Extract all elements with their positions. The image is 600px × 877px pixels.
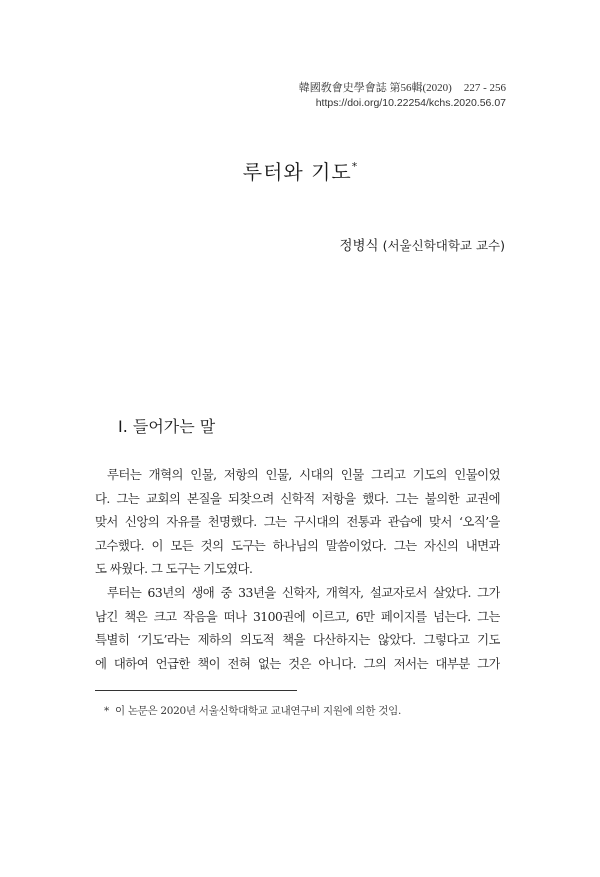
page-range: 227 - 256 bbox=[463, 82, 506, 94]
body-line: 루터는 개혁의 인물, 저항의 인물, 시대의 인물 그리고 기도의 인물이었 bbox=[107, 467, 500, 482]
author-line bbox=[339, 234, 505, 254]
body-line: 고수했다. 이 모든 것의 도구는 하나님의 말씀이었다. 그는 자신의 내면과 bbox=[95, 537, 500, 553]
body-line: 남긴 책은 크고 작음을 떠나 3100권에 이르고, 6만 페이지를 넘는다. 그는 bbox=[95, 608, 500, 624]
footnote-divider bbox=[95, 690, 297, 691]
doi-link[interactable]: https://doi.org/10.22254/kchs.2020.56.07 bbox=[315, 97, 506, 109]
journal-name: 韓國敎會史學會誌 第56輯(2020) bbox=[298, 82, 452, 94]
paper-title bbox=[0, 156, 600, 185]
footnote-marker: * bbox=[104, 705, 109, 717]
body-line: 특별히 ‘기도’라는 제하의 의도적 책을 다산하지는 않았다. 그렇다고 기도 bbox=[95, 632, 500, 648]
footnote bbox=[104, 703, 401, 718]
body-line: 도 싸웠다. 그 도구는 기도였다. bbox=[95, 561, 253, 577]
author-name: 정병식 bbox=[339, 238, 379, 254]
body-line: 맞서 신앙의 자유를 천명했다. 그는 구시대의 전통과 관습에 맞서 ‘오직’을 bbox=[95, 514, 500, 530]
title-footnote-marker[interactable]: * bbox=[351, 160, 358, 173]
footnote-text: 이 논문은 2020년 서울신학대학교 교내연구비 지원에 의한 것임. bbox=[114, 705, 402, 717]
running-header bbox=[299, 81, 506, 111]
body-line: 에 대하여 언급한 책이 전혀 없는 것은 아니다. 그의 저서는 대부분 그가 bbox=[95, 655, 500, 671]
section-heading: I. 들어가는 말 bbox=[118, 417, 216, 436]
body-paragraphs bbox=[95, 463, 500, 675]
author-affiliation: (서울신학대학교 교수) bbox=[382, 238, 505, 253]
body-line: 루터는 63년의 생애 중 33년을 신학자, 개혁자, 설교자로서 살았다. 그가 bbox=[107, 584, 500, 600]
journal-citation bbox=[299, 81, 506, 96]
paper-title-text: 루터와 기도 bbox=[242, 160, 352, 184]
body-line: 다. 그는 교회의 본질을 되찾으려 신학적 저항을 했다. 그는 불의한 교권에 bbox=[95, 490, 500, 506]
